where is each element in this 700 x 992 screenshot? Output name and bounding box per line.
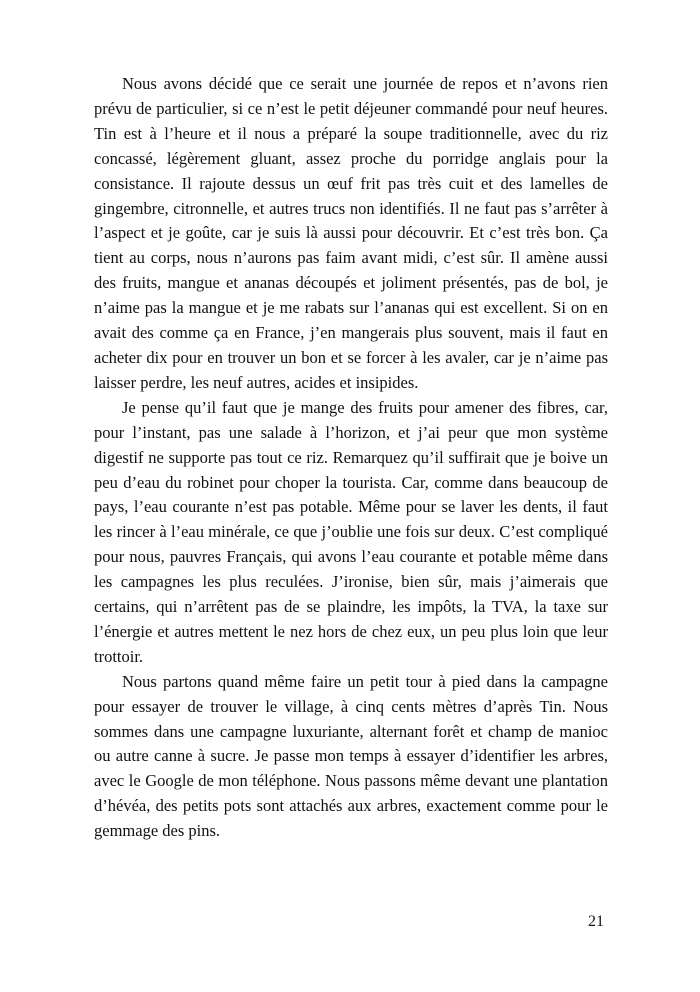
paragraph: Nous partons quand même faire un petit tour à pied dans la campagne pour essayer de trouver le village, à cinq cents mètres d’après Tin. Nous sommes dans une campagne luxuriante, alternant forêt et champ de manioc ou autre canne à sucre. Je passe mon temps à essayer d’identifier les arbres, avec le Google de mon téléphone. Nous passons même devant une plantation d’hévéa, des petits pots sont attachés aux arbres, exactement comme pour le gemmage des pins. <box>94 671 608 841</box>
page-number: 21 <box>588 913 604 930</box>
paragraph: Nous avons décidé que ce serait une journée de repos et n’avons rien prévu de particulier, si ce n’est le petit déjeuner commandé pour neuf heures. Tin est à l’heure et il nous a préparé la soupe traditionnelle, avec du riz concassé, légèrement gluant, assez proche du porridge anglais pour la consistance. Il rajoute dessus un œuf frit pas très cuit et des lamelles de gingembre, citronnelle, et autres trucs non identifiés. Il ne faut pas s’arrêter à l’aspect et je goûte, car je suis là aussi pour découvrir. Et c’est très bon. Ça tient au corps, nous n’aurons pas faim avant midi, c’est sûr. Il amène aussi des fruits, mangue et ananas découpés et joliment présentés, pas de bol, je n’aime pas la mangue et je me rabats sur l’ananas qui est excellent. Si on en avait des comme ça en France, j’en mangerais plus souvent, mais il faut en acheter dix pour en trouver un bon et se forcer à les avaler, car je n’aime pas laisser perdre, les neuf autres, acides et insipides. <box>94 74 608 392</box>
text-block <box>94 72 608 844</box>
paragraph: Je pense qu’il faut que je mange des fruits pour amener des fibres, car, pour l’instant, pas une salade à l’horizon, et j’ai peur que mon système digestif ne supporte pas tout ce riz. Remarquez qu’il suffirait que je boive un peu d’eau du robinet pour choper la tourista. Car, comme dans beaucoup de pays, l’eau courante n’est pas potable. Même pour se laver les dents, il faut les rincer à l’eau minérale, ce que j’oublie une fois sur deux. C’est compliqué pour nous, pauvres Français, qui avons l’eau courante et potable même dans les campagnes les plus reculées. J’ironise, bien sûr, mais j’aimerais que certains, qui n’arrêtent pas de se plaindre, les impôts, la TVA, la taxe sur l’énergie et autres mettent le nez hors de chez eux, un peu plus loin que leur trottoir. <box>94 397 608 666</box>
